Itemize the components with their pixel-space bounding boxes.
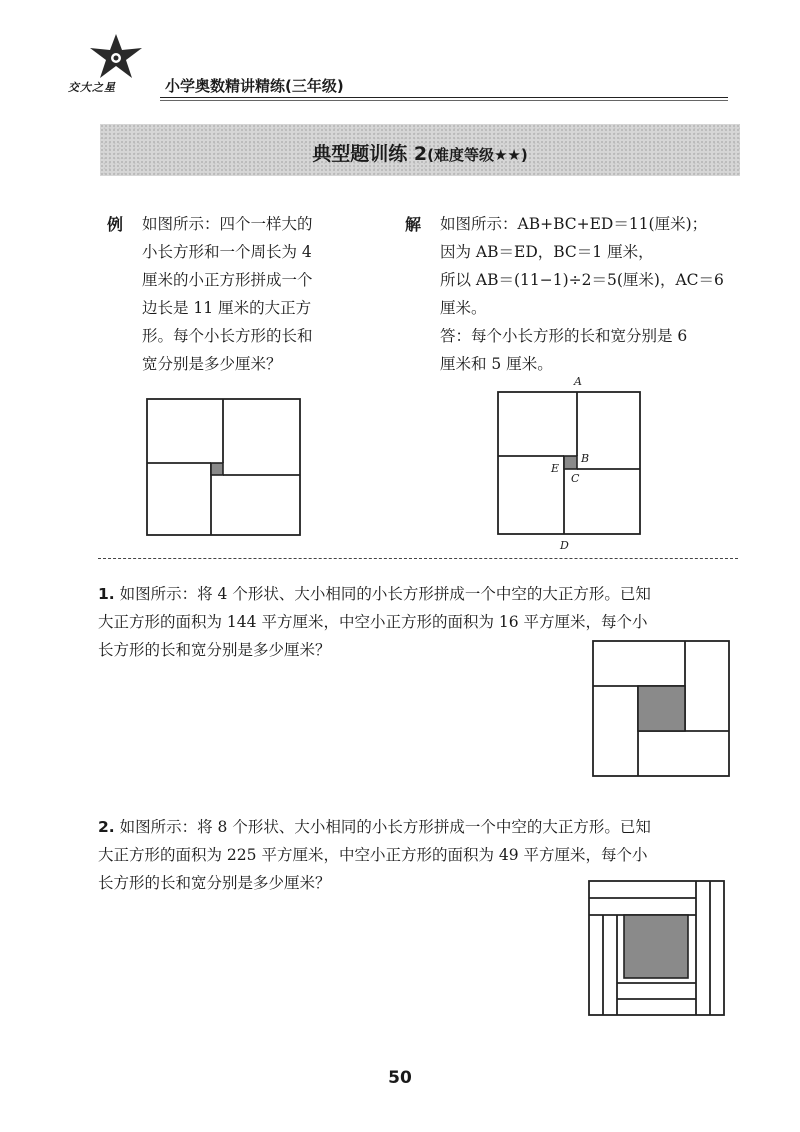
solution-line: 厘米和 5 厘米。	[440, 355, 553, 373]
example-text	[142, 210, 372, 378]
example-figure	[145, 397, 305, 542]
problem-number: 2.	[98, 818, 115, 836]
solution-line: 所以 AB＝(11−1)÷2＝5(厘米)，AC＝6	[440, 271, 724, 289]
solution-line: 厘米。	[440, 299, 487, 317]
problem-1-figure	[590, 638, 735, 780]
example-line: 形。每个小长方形的长和	[142, 327, 313, 345]
example-line: 如图所示：四个一样大的	[142, 215, 313, 233]
page-number: 50	[388, 1068, 412, 1088]
solution-line: 答：每个小长方形的长和宽分别是 6	[440, 327, 688, 345]
section-title-main: 典型题训练 2	[312, 143, 428, 165]
hollow-square	[638, 686, 685, 731]
section-title	[100, 139, 740, 166]
header-rule-thin	[160, 100, 728, 101]
solution-figure	[490, 372, 650, 552]
solution-line: 因为 AB＝ED，BC＝1 厘米，	[440, 243, 654, 261]
problem-line: 如图所示：将 4 个形状、大小相同的小长方形拼成一个中空的大正方形。已知	[119, 585, 651, 603]
example-line: 宽分别是多少厘米？	[142, 355, 282, 373]
series-title: 小学奥数精讲精练(三年级)	[165, 77, 344, 95]
example-tag: 例	[107, 215, 124, 234]
example-line: 厘米的小正方形拼成一个	[142, 271, 313, 289]
point-label-e: E	[551, 462, 560, 475]
problem-line: 长方形的长和宽分别是多少厘米？	[98, 641, 331, 659]
problem-line: 长方形的长和宽分别是多少厘米？	[98, 874, 331, 892]
point-label-d: D	[560, 539, 569, 552]
point-label-b: B	[581, 452, 590, 465]
problem-number: 1.	[98, 585, 115, 603]
dashed-separator	[98, 558, 738, 559]
problem-line: 大正方形的面积为 225 平方厘米，中空小正方形的面积为 49 平方厘米，每个小	[98, 846, 648, 864]
header-rule	[160, 97, 728, 98]
solution-text	[440, 210, 740, 378]
point-label-a: A	[574, 375, 582, 388]
brand-name: 交大之星	[68, 81, 116, 94]
example-line: 边长是 11 厘米的大正方	[142, 299, 312, 317]
solution-line: 如图所示：AB+BC+ED＝11(厘米)；	[440, 215, 708, 233]
problem-line: 如图所示：将 8 个形状、大小相同的小长方形拼成一个中空的大正方形。已知	[119, 818, 651, 836]
point-label-c: C	[571, 472, 580, 485]
problem-line: 大正方形的面积为 144 平方厘米，中空小正方形的面积为 16 平方厘米，每个小	[98, 613, 648, 631]
star-logo-icon	[70, 30, 150, 82]
hollow-square	[624, 915, 688, 978]
section-banner	[100, 124, 740, 176]
center-square	[564, 456, 577, 469]
center-square	[211, 463, 223, 475]
example-line: 小长方形和一个周长为 4	[142, 243, 312, 261]
problem-2-figure	[586, 878, 731, 1020]
difficulty-label: (难度等级★★)	[427, 146, 528, 164]
solution-tag: 解	[405, 215, 422, 234]
